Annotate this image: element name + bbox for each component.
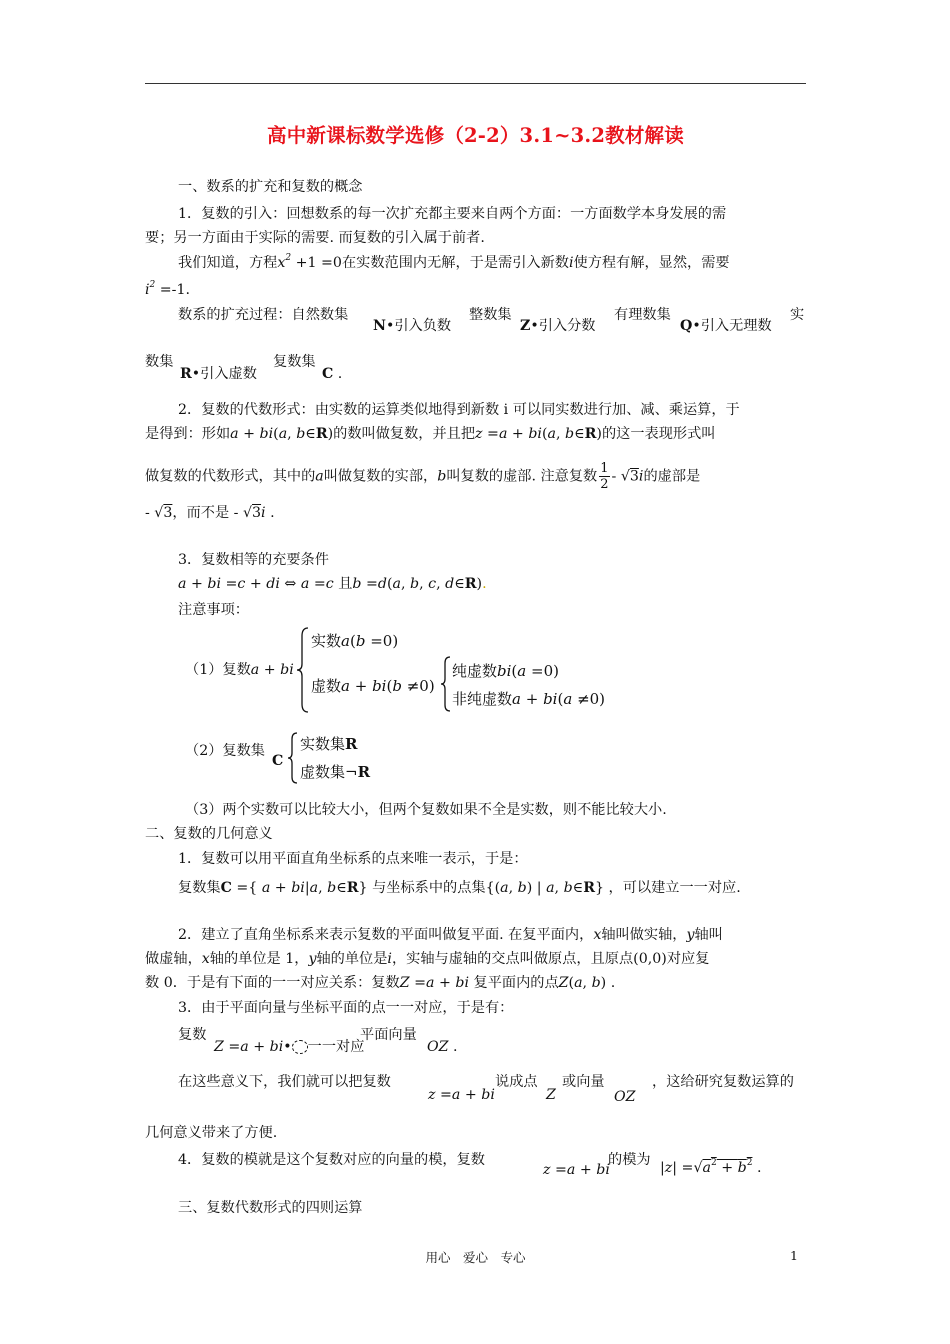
math-C: C .: [322, 366, 343, 382]
para-8: 注意事项：: [178, 602, 249, 618]
note-1-pure: 纯虚数bi(a =0): [452, 662, 559, 680]
note-1-real: 实数a(b =0): [311, 632, 399, 650]
para-2b: $i^2 =-1$.: [145, 280, 191, 298]
s2-para-8a: 4．复数的模就是这个复数对应的向量的模，复数: [178, 1152, 485, 1168]
math-z-1: z =a + bi: [428, 1087, 495, 1103]
s2-para-6c: 或向量: [562, 1074, 605, 1090]
page-title: 高中新课标数学选修（2-2）3.1~3.2教材解读: [267, 124, 684, 147]
para-1b: 要；另一方面由于实际的需要. 而复数的引入属于前者.: [145, 230, 485, 246]
label-real-2: 数集: [145, 354, 174, 370]
s2-para-7: 几何意义带来了方便.: [145, 1125, 278, 1141]
label-complex-set: 复数集: [273, 354, 316, 370]
note-1-imag: 虚数a + bi(b ≠0): [311, 677, 435, 695]
s2-para-5-math: Z =a + bi• 一一对应: [214, 1039, 365, 1055]
s2-para-2: 复数集C ={ a + bi|a, b∈R} 与坐标系中的点集{(a, b) | a, b∈R} ，可以建立一一对应.: [178, 880, 741, 896]
math-OZ-1: OZ .: [427, 1039, 458, 1055]
math-modulus: $|z| =√a^2 + b^2$ .: [660, 1158, 762, 1176]
header-rule: [145, 83, 806, 84]
s2-para-5-vector: 平面向量: [360, 1027, 417, 1043]
para-5a: 2．复数的代数形式：由实数的运算类似地得到新数 i 可以同实数进行加、减、乘运算，于: [178, 402, 740, 418]
s2-para-4: 3．由于平面向量与坐标平面的点一一对应，于是有：: [178, 1000, 514, 1016]
math-Q: Q•引入无理数: [680, 318, 772, 334]
math-z-2: z =a + bi: [543, 1162, 610, 1178]
para-6: 3．复数相等的充要条件: [178, 552, 329, 568]
s2-para-3b: 做虚轴，x轴的单位是 1，y轴的单位是i，实轴与虚轴的交点叫做原点，且原点(0,0)对应复: [145, 951, 710, 967]
page-number: 1: [790, 1248, 798, 1263]
s2-para-6a: 在这些意义下，我们就可以把复数: [178, 1074, 391, 1090]
label-rational-set: 有理数集: [614, 307, 671, 323]
s2-para-6d: ，这给研究复数运算的: [652, 1074, 794, 1090]
math-OZ-2: OZ: [614, 1089, 636, 1105]
page-footer: 用心 爱心 专心: [425, 1250, 526, 1265]
brace-inner: [440, 655, 452, 713]
section-1-heading: 一、数系的扩充和复数的概念: [178, 179, 363, 195]
s2-para-5-label: 复数: [178, 1027, 207, 1043]
para-7: a + bi =c + di ⇔ a =c 且b =d(a, b, c, d∈R).: [178, 576, 487, 592]
s2-para-6b: 说成点: [495, 1074, 538, 1090]
math-Z: Z•引入分数: [520, 318, 596, 334]
section-2-heading: 二、复数的几何意义: [145, 826, 273, 842]
math-R: R•引入虚数: [180, 366, 257, 382]
s2-para-1: 1．复数可以用平面直角坐标系的点来唯一表示，于是：: [178, 851, 528, 867]
brace-outer: [296, 626, 310, 714]
para-3: 数系的扩充过程：自然数集: [178, 307, 349, 323]
math-Z-point: Z: [546, 1087, 556, 1103]
note-2-label: （2）复数集: [185, 743, 265, 759]
math-N: N•引入负数: [373, 318, 452, 334]
note-3: （3）两个实数可以比较大小，但两个复数如果不全是实数，则不能比较大小.: [185, 802, 667, 818]
para-5d: - √3，而不是 - √3i .: [145, 505, 275, 521]
label-real-1: 实: [790, 307, 805, 323]
para-2a: 我们知道，方程$x^2 +1 =0$在实数范围内无解，于是需引入新数i使方程有解，显然，需要: [178, 253, 730, 271]
section-3-heading: 三、复数代数形式的四则运算: [178, 1200, 363, 1216]
label-integer-set: 整数集: [469, 307, 512, 323]
para-5c: 做复数的代数形式，其中的a叫做复数的实部，b叫复数的虚部. 注意复数 $\frac{1}{2}$ - √3i的虚部是: [145, 461, 701, 492]
note-2-imag: 虚数集¬R: [300, 763, 371, 781]
s2-para-3c: 数 0．于是有下面的一一对应关系：复数Z =a + bi 复平面内的点Z(a, b) .: [145, 975, 616, 991]
para-5b: 是得到：形如a + bi(a, b∈R)的数叫做复数，并且把z =a + bi(a, b∈R)的这一表现形式叫: [145, 426, 716, 442]
para-1a: 1．复数的引入：回想数系的每一次扩充都主要来自两个方面：一方面数学本身发展的需: [178, 206, 727, 222]
s2-para-8b: 的模为: [608, 1152, 651, 1168]
note-1-nonpure: 非纯虚数a + bi(a ≠0): [452, 690, 606, 708]
note-1-label: （1）复数a + bi: [185, 662, 294, 678]
math-C2: C: [272, 753, 284, 769]
s2-para-3a: 2．建立了直角坐标系来表示复数的平面叫做复平面. 在复平面内，x轴叫做实轴，y轴叫: [178, 927, 723, 943]
brace-note-2: [287, 731, 299, 785]
note-2-real: 实数集R: [300, 735, 358, 753]
